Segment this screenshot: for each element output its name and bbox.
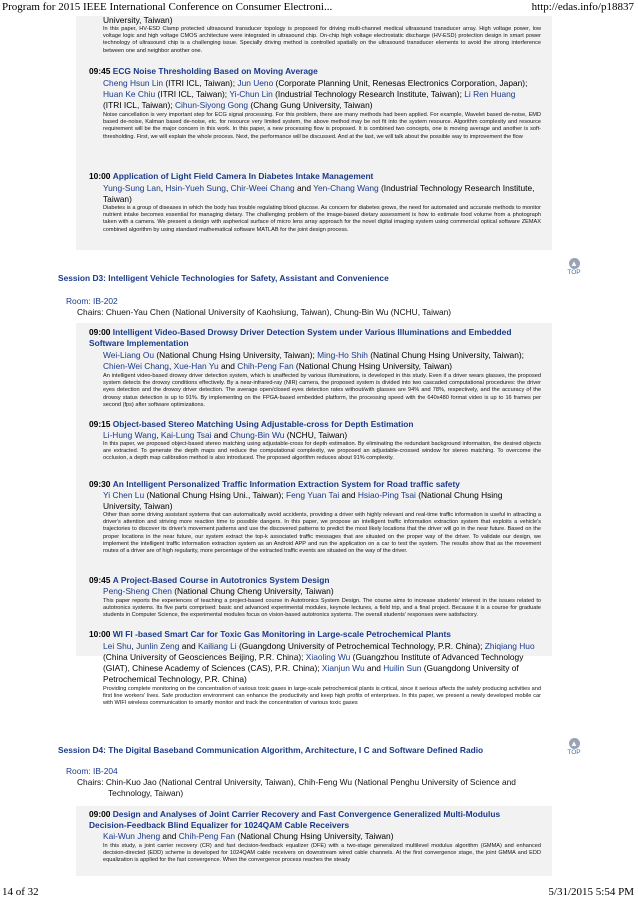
author-affiliation-continued: Taiwan) (103, 194, 132, 204)
author-link[interactable]: Peng-Sheng Chen (103, 586, 172, 596)
top-label: TOP (567, 269, 581, 276)
session-chairs-continued: Technology, Taiwan) (108, 788, 184, 798)
session-chairs: Chairs: Chin-Kuo Jao (National Central University, Taiwan), Chih-Feng Wu (National Penghu University of Science and (77, 777, 516, 787)
paper-title[interactable]: Decision-Feedback Blind Equalizer for 1024QAM Cable Receivers (89, 820, 350, 830)
author-affiliation: (Industrial Technology Research Institute, Taiwan); (272, 89, 465, 99)
author-affiliation: (Industrial Technology Research Institute, (378, 183, 535, 193)
paper-time: 09:45 (89, 575, 111, 585)
paper-abstract: Providing complete monitoring on the concentration of various toxic gases in large-scale petrochemical plants is critical, since it serious affects the safely producing activities and first line workers' lives. Safe production environment can enhance the productivity and keep high profits of enterprises. In this paper, we present a newly developed mobile car with WIFI wireless communication to smartly monitor and track the concentration of various toxic gases (103, 686, 541, 707)
author-link[interactable]: Hsiao-Ping Tsai (357, 490, 416, 500)
paper-abstract: In this study, a joint carrier recovery (CR) and fast decision-feedback equalizer (DFE) with a two-stage generalized multilevel modulus algorithm (GMMA) and enhanced decision-directed (EDD) scheme is developed for 1024QAM cable receivers on downstream wired cable channels. At the first convergence stage, the joint GMMA and EDD equalization is applied for the fast convergence. When the convergence process reaches the steady (103, 843, 541, 864)
author-affiliation: (National Chung Hsing University, Taiwan) (293, 361, 453, 371)
paper-abstract: In this paper, HV-ESD Clamp protected ultrasound transducer topology is proposed for driving multi-channel medical ultrasound transducer array. High voltage power, low voltage logic and high voltage CMOS architecture were integrated in ultrasound chip. On-chip high voltage electrostatic discharge (HV-ESD) protection design in smart power technology of ultrasound chip is a challenging issue. Specially driving method is controlled spatially on the ultrasound transducer elements to avoid the strong interference between one and neighbor another one. (103, 26, 541, 54)
print-footer (0, 886, 638, 898)
author-link[interactable]: Yung-Sung Lan (103, 183, 161, 193)
paper-authors (103, 89, 515, 100)
paper-title[interactable]: An Intelligent Personalized Traffic Information Extraction System for Road traffic safety (112, 479, 460, 489)
author-affiliation: (Natinal Chung Hsing University, Taiwan); (367, 350, 524, 360)
print-header (0, 1, 638, 13)
author-affiliation: (NCHU, Taiwan) (284, 430, 348, 440)
author-affiliation: (National Chung Hsing University, Taiwan); (154, 350, 318, 360)
and-text: and (218, 361, 238, 371)
and-text: and (364, 663, 384, 673)
author-link[interactable]: Li-Hung Wang (103, 430, 157, 440)
arrow-up-icon: ▲ (570, 739, 578, 748)
author-affiliation: , (156, 430, 161, 440)
and-text: and (211, 430, 231, 440)
paper-abstract: Diabetes is a group of diseases in which the body has trouble regulating blood glucose. As concern for diabetes grows, the need for automated and accurate methods to monitor nutrient intake becomes essential for managing dietary. The challenging problem of the image-based dietary assessment is how to estimate food volume from a photograph taken with a camera. We present a design with aspherical surface of micro lens array approach for the novel digital imaging system using commercial optical software ZEMAX combined algorithm by using standard mathematical software MATLAB for the joint design process. (103, 205, 541, 233)
and-text: and (179, 641, 199, 651)
author-link[interactable]: Lei Shu (103, 641, 132, 651)
author-affiliation-continued: University, Taiwan) (103, 15, 173, 25)
author-link[interactable]: Kai-Wun Jheng (103, 831, 161, 841)
paper-title[interactable]: Object-based Stereo Matching Using Adjustable-cross for Depth Estimation (112, 419, 414, 429)
author-link[interactable]: Yi-Chun Lin (229, 89, 273, 99)
author-link[interactable]: Chung-Bin Wu (230, 430, 285, 440)
paper-time: 09:30 (89, 479, 111, 489)
paper-abstract: Other than some driving assistant systems that can automatically avoid accidents, providing a driver with highly relevant and real-time traffic information is useful in attracting a driver's attention and striving more reaction time to possible dangers. In this paper, we propose an intelligent traffic information extraction system that exploits a vehicle's trajectories to discover its driver's movement patterns and use the discovered patterns to predict the most likely locations that the driver will go in the near future. Based on the proper locations in the near future, our system extract the top-k associated traffic messages that are situated on the proper way of the driver. To validate our design, we implement the intelligent traffic information extraction system as an Android APP and run the application on a car to test the system. The results show that as the movement routes of a driver are of high regularity, more percentage of the extracted traffic events are situated on the way of the driver. (103, 512, 541, 555)
author-affiliation: (GIAT), Chinese Academy of Sciences (CAS), P.R. China); (103, 663, 322, 673)
paper-abstract: An intelligent video-based drowsy driver detection system, which is unaffected by various illuminations, is developed in this study. Even if a driver wears glasses, the proposed system detects the drowsy conditions effectively. By a near-infrared-ray (NIR) camera, the proposed system is divided into two cascaded computational procedures: the driver eyes detection and the drowsy driver detection. The average open/closed eyes detection rates without/with glasses are 94% and 78%, respectively, and the accuracy of the drowsy status detection is up to 91%. By implementing on the FPGA-based embedded platform, the processing speed with the 640x480 format video is up to 16 frames per second (fps) after software optimizations. (103, 373, 541, 408)
author-affiliation: , (131, 641, 137, 651)
author-affiliation: (National Chung Hsing (415, 490, 503, 500)
author-affiliation: (ITRI ICL, Taiwan); (155, 89, 230, 99)
author-link[interactable]: Xianjun Wu (321, 663, 365, 673)
paper-time: 09:45 (89, 66, 111, 76)
paper-authors (103, 430, 347, 441)
author-link[interactable]: Chien-Wei Chang (103, 361, 169, 371)
and-text: and (294, 183, 314, 193)
paper-title[interactable]: A Project-Based Course in Autotronics System Design (112, 575, 330, 585)
paper-title-continued (89, 820, 349, 831)
paper-authors (103, 586, 334, 597)
paper-title[interactable]: Software Implementation (89, 338, 189, 348)
paper-abstract: This paper reports the experiences of teaching a project-based course in Autotronics System Design. The course aims to increase students' interest in the issues related to autotronics systems. Its five parts comprised: basic and advanced experimental modules, keynote lectures, a field trip, and a final project. Because it is a course for graduate students in Computer Science, the experimental modules focus on vision-based autotronics systems. The overall students' responses were satisfactory. (103, 598, 541, 619)
and-text: and (160, 831, 179, 841)
author-link[interactable]: Chir-Weei Chang (230, 183, 295, 193)
paper-title-row (89, 479, 460, 490)
paper-authors (103, 490, 502, 501)
paper-title-row (89, 66, 318, 77)
paper-title-row (89, 327, 511, 338)
paper-time: 10:00 (89, 171, 111, 181)
author-affiliation: (Guangdong University of (421, 663, 519, 673)
page-number: 14 of 32 (2, 886, 39, 898)
paper-authors: Yung-Sung Lan, Hsin-Yueh Sung, Chir-Weei Chang and Yen-Chang Wang (Industrial Technology Research Institute, (103, 183, 535, 193)
paper-title[interactable]: Application of Light Field Camera In Diabetes Intake Management (112, 171, 374, 181)
back-to-top-link[interactable] (563, 258, 585, 276)
paper-title-row (89, 171, 373, 182)
paper-title-row (89, 809, 500, 820)
paper-time: 09:00 (89, 809, 111, 819)
author-link[interactable]: Yi Chen Lu (103, 490, 145, 500)
author-affiliation: (Chang Gung University, Taiwan) (248, 100, 373, 110)
author-affiliation: (ITRI ICL, Taiwan); (163, 78, 238, 88)
author-affiliation: (ITRI ICL, Taiwan); (103, 100, 175, 110)
paper-abstract: In this paper, we proposed object-based stereo matching using adjustable-cross for depth estimation. By eliminating the redundant background information, the desired objects are extracted. To generate the depth maps and reduce the computational complexity, we proposed an adjustable-crossed window for stereo matching. To overcome the occlusion, a depth map calibration method is also introduced. The proposed algorithm reduces about 91% complexity. (103, 441, 541, 462)
author-link[interactable]: Xue-Han Yu (173, 361, 219, 371)
author-link[interactable]: Huilin Sun (383, 663, 422, 673)
session-room: Room: IB-202 (66, 296, 118, 306)
author-link[interactable]: Wei-Liang Ou (103, 350, 155, 360)
paper-title-row (89, 629, 451, 640)
author-link[interactable]: Kailiang Li (198, 641, 237, 651)
author-affiliation: (National Chung Hsing Uni., Taiwan); (144, 490, 286, 500)
author-link[interactable]: Junlin Zeng (136, 641, 180, 651)
paper-authors (103, 78, 527, 89)
paper-time: 09:15 (89, 419, 111, 429)
paper-authors (103, 361, 452, 372)
paper-authors (103, 350, 524, 361)
author-affiliation: (Guangdong University of Petrochemical Technology, P.R. China); (236, 641, 485, 651)
paper-authors (103, 641, 535, 652)
author-link[interactable]: Chih-Peng Fan (178, 831, 236, 841)
author-link[interactable]: Li Ren Huang (464, 89, 516, 99)
print-timestamp: 5/31/2015 5:54 PM (548, 886, 634, 898)
paper-time: 09:00 (89, 327, 111, 337)
paper-title-continued (89, 338, 189, 349)
author-affiliation: (China University of Geosciences Beijing, P.R. China); (103, 652, 306, 662)
paper-title[interactable]: WI FI -based Smart Car for Toxic Gas Monitoring in Large-scale Petrochemical Plants (112, 629, 451, 639)
author-affiliation: (National Chung Hsing University, Taiwan) (235, 831, 394, 841)
paper-time: 10:00 (89, 629, 111, 639)
print-header-title: Program for 2015 IEEE International Conference on Consumer Electroni... (2, 1, 333, 13)
paper-title-row (89, 419, 414, 430)
paper-title[interactable]: Design and Analyses of Joint Carrier Recovery and Fast Convergence Generalized Multi-Modulus (112, 809, 501, 819)
author-affiliation: , (168, 361, 174, 371)
author-affiliation: (Corporate Planning Unit, Renesas Electronics Corporation, Japan); (273, 78, 528, 88)
session-title: Session D4: The Digital Baseband Communication Algorithm, Architecture, I C and Software Defined Radio (58, 745, 484, 755)
paper-authors (103, 652, 523, 663)
paper-title-row (89, 575, 329, 586)
paper-title[interactable]: Intelligent Video-Based Drowsy Driver Detection System under Various Illuminations and Embedded (112, 327, 512, 337)
and-text: and (339, 490, 358, 500)
author-link[interactable]: Hsin-Yueh Sung (165, 183, 226, 193)
top-label: TOP (567, 749, 581, 756)
author-link[interactable]: Yen-Chang Wang (313, 183, 379, 193)
author-link[interactable]: Cheng Hsun Lin (103, 78, 164, 88)
print-header-url: http://edas.info/p18837 (531, 1, 634, 13)
author-link[interactable]: Zhiqiang Huo (484, 641, 535, 651)
paper-authors (103, 831, 394, 842)
author-link[interactable]: Jun Ueno (237, 78, 274, 88)
author-link[interactable]: Ming-Ho Shih (317, 350, 368, 360)
author-link[interactable]: Xiaoling Wu (305, 652, 351, 662)
session-title: Session D3: Intelligent Vehicle Technologies for Safety, Assistant and Convenience (58, 273, 389, 283)
author-affiliation: (National Chung Cheng University, Taiwan) (171, 586, 334, 596)
paper-title[interactable]: ECG Noise Thresholding Based on Moving Average (112, 66, 318, 76)
paper-authors (103, 100, 373, 111)
author-affiliation-continued: University, Taiwan) (103, 501, 173, 511)
session-room: Room: IB-204 (66, 766, 118, 776)
paper-authors (103, 663, 519, 674)
author-link[interactable]: Chih-Peng Fan (237, 361, 294, 371)
author-affiliation: (Guangzhou Institute of Advanced Technology (350, 652, 524, 662)
author-link[interactable]: Huan Ke Chiu (103, 89, 156, 99)
paper-abstract: Noise cancellation is very important step for ECG signal processing. For this problem, there are many methods had been applied. For example, Wavelet based de-noise, EMD based de-noise, Kalman based de-noise, etc. for resource very limited system, the above method may be not fit into the system resource. Algorithm complexity and resource requirement will be the major concern in this work. In this paper, a new processing flow is proposed. It is combined two concepts, one is moving average and another is soft-thresholding. First, we will explain the whole process. Next, the performance will be discussed. And at the last, we will talk about the possible way to improvement the flow (103, 112, 541, 140)
author-affiliation-continued: Petrochemical Technology, P.R. China) (103, 674, 247, 684)
author-link[interactable]: Cihun-Siyong Gong (174, 100, 249, 110)
arrow-up-icon: ▲ (570, 259, 578, 268)
back-to-top-link[interactable] (563, 738, 585, 756)
author-link[interactable]: Kai-Lung Tsai (160, 430, 212, 440)
author-link[interactable]: Feng Yuan Tai (285, 490, 340, 500)
session-chairs: Chairs: Chuen-Yau Chen (National University of Kaohsiung, Taiwan), Chung-Bin Wu (NCHU, Taiwan) (77, 307, 452, 317)
